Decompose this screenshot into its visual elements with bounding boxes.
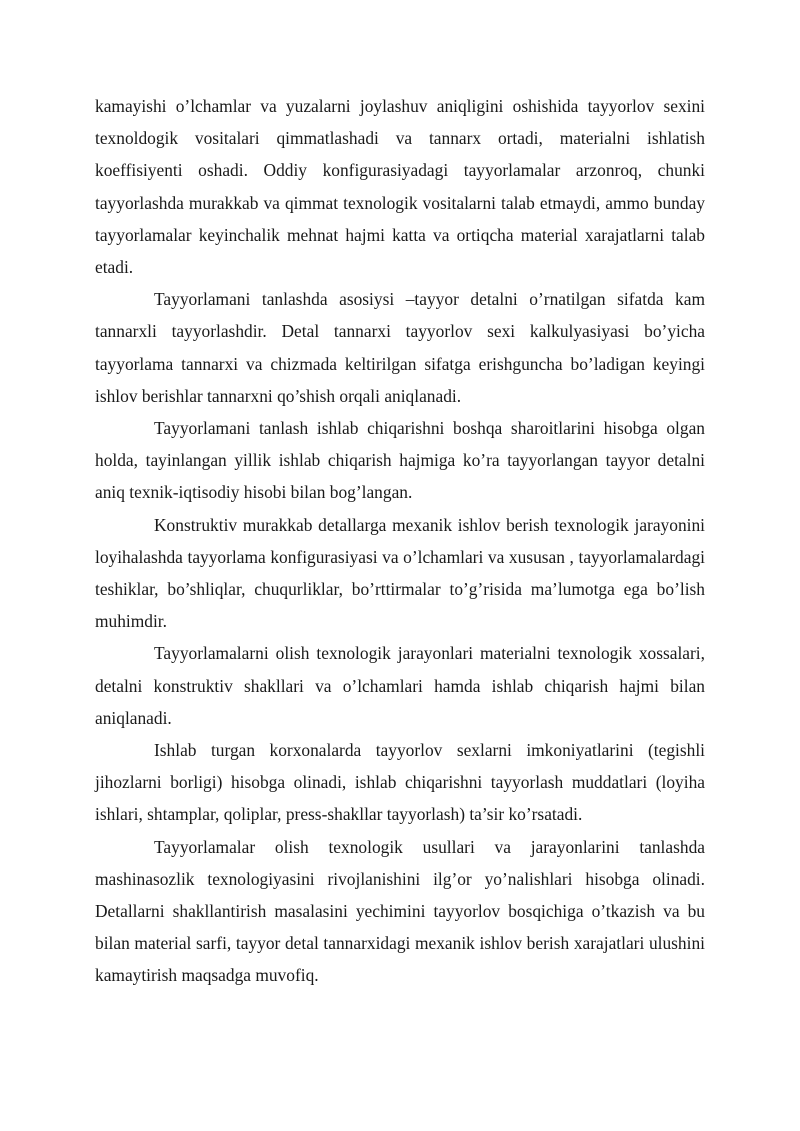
- paragraph-tayyorlamani-tanlash: Tayyorlamani tanlash ishlab chiqarishni boshqa sharoitlarini hisobga olgan holda, tayinlangan yillik ishlab chiqarish hajmiga ko’ra tayyorlangan tayyor detalni aniq texnik-iqtisodiy hisobi bilan bog’langan.: [95, 418, 705, 503]
- paragraph-tayyorlamalarni-olish: Tayyorlamalarni olish texnologik jarayonlari materialni texnologik xossalari, detalni konstruktiv shakllari va o’lchamlari hamda ishlab chiqarish hajmi bilan aniqlanadi.: [95, 643, 705, 728]
- paragraph-ishlab-turgan: Ishlab turgan korxonalarda tayyorlov sexlarni imkoniyatlarini (tegishli jihozlarni borligi) hisobga olinadi, ishlab chiqarishni tayyorlash muddatlari (loyiha ishlari, shtamplar, qoliplar, press-shakllar tayyorlash) ta’sir ko’rsatadi.: [95, 740, 705, 825]
- paragraph-konstruktiv-murakkab: Konstruktiv murakkab detallarga mexanik ishlov berish texnologik jarayonini loyihalashda tayyorlama konfigurasiyasi va o’lchamlari va xususan , tayyorlamalardagi teshiklar, bo’shliqlar, chuqurliklar, bo’rttirmalar to’g’risida ma’lumotga ega bo’lish muhimdir.: [95, 514, 705, 632]
- paragraph-tayyorlamani-tanlashda: Tayyorlamani tanlashda asosiysi –tayyor detalni o’rnatilgan sifatda kam tannarxli tayyorlashdir. Detal tannarxi tayyorlov sexi kalkulyasiyasi bo’yicha tayyorlama tannarxi va chizmada keltirilgan sifatga erishguncha bo’ladigan keyingi ishlov berishlar tannarxni qo’shish orqali aniqlanadi.: [95, 289, 705, 406]
- paragraph-tayyorlamalar-olish: Tayyorlamalar olish texnologik usullari va jarayonlarini tanlashda mashinasozlik texnologiyasini rivojlanishini ilg’or yo’nalishlari hisobga olinadi. Detallarni shakllantirish masalasini yechimini tayyorlov bosqichiga o’tkazish va bu bilan material sarfi, tayyor detal tannarxidagi mexanik ishlov berish xarajatlari ulushini kamaytirish maqsadga muvofiq.: [95, 836, 705, 986]
- document-body: [95, 90, 705, 992]
- paragraph-continuation: kamayishi o’lchamlar va yuzalarni joylashuv aniqligini oshishida tayyorlov sexini texnoldogik vositalari qimmatlashadi va tannarx ortadi, materialni ishlatish koeffisiyenti oshadi. Oddiy konfigurasiyadagi tayyorlamalar arzonroq, chunki tayyorlashda murakkab va qimmat texnologik vositalarni talab etmaydi, ammo bunday tayyorlamalar keyinchalik mehnat hajmi katta va ortiqcha material xarajatlarni talab etadi.: [95, 96, 705, 278]
